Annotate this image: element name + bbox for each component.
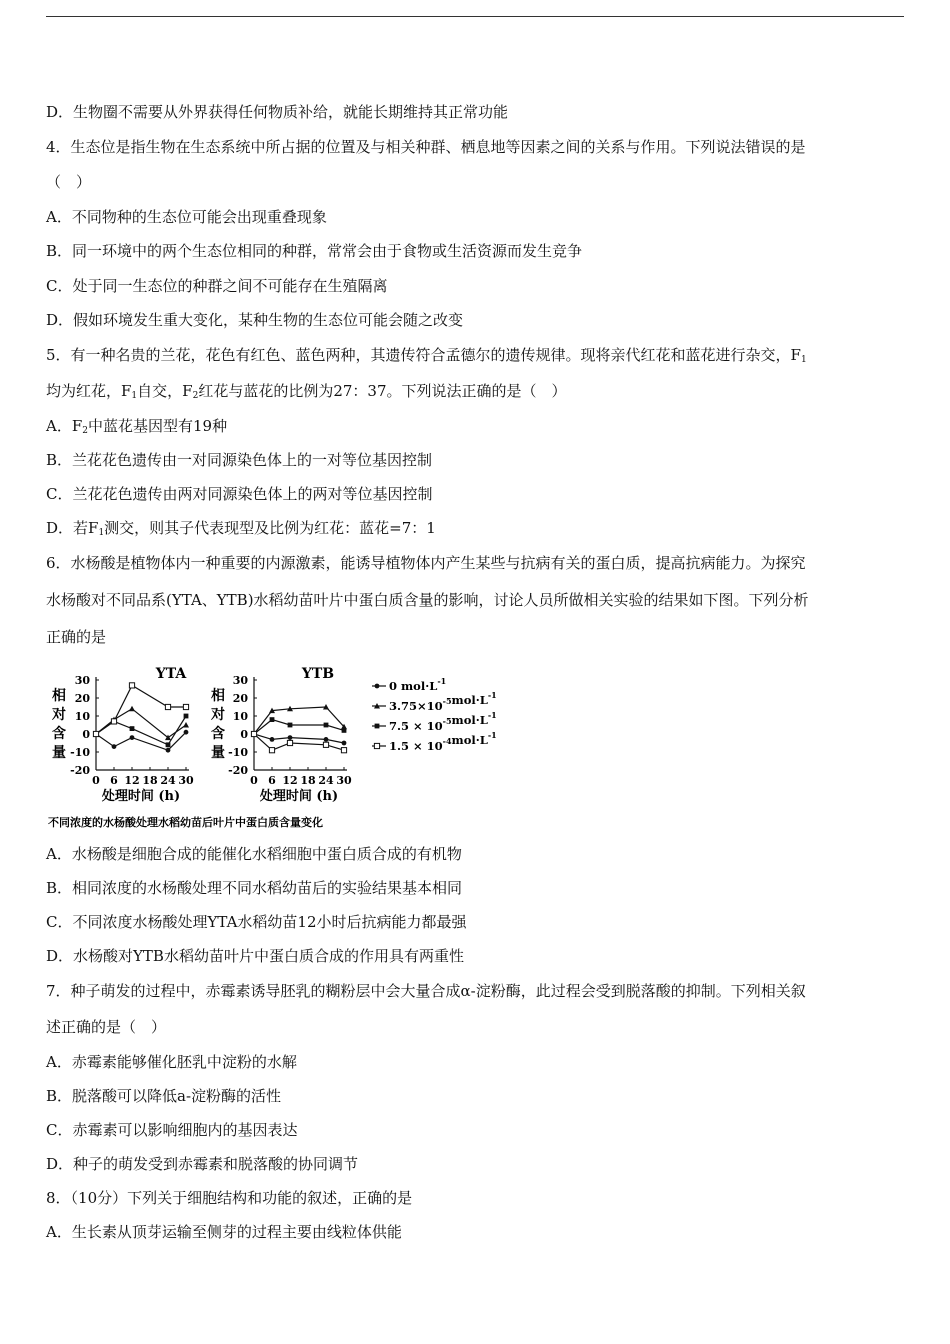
chart-yta-point (129, 706, 135, 712)
chart-ytb-ytick-label: 30 (232, 674, 248, 687)
chart-yta-series-line-3 (96, 685, 186, 734)
q5-text: 自交，F (137, 382, 193, 400)
q6-option-b: B．相同浓度的水杨酸处理不同水稻幼苗后的实验结果基本相同 (46, 879, 463, 897)
q6-option-a: A．水杨酸是细胞合成的能催化水稻细胞中蛋白质合成的有机物 (46, 845, 462, 863)
q6-option-c: C．不同浓度水杨酸处理YTA水稻幼苗12小时后抗病能力都最强 (46, 913, 467, 931)
chart-yta-point (183, 704, 188, 709)
chart-yta-ylabel-char: 对 (52, 707, 66, 723)
chart-yta-point (165, 704, 170, 709)
q6-option-d: D．水杨酸对YTB水稻幼苗叶片中蛋白质合成的作用具有两重性 (46, 947, 464, 965)
chart-yta-xtick-label: 6 (110, 774, 118, 787)
q5-option-a-text: A．F (46, 417, 83, 435)
q6-stem-line3: 正确的是 (46, 628, 107, 646)
chart-ytb-series-line-2 (254, 720, 344, 734)
legend-marker-0 (375, 684, 380, 689)
chart-yta-point (183, 722, 189, 728)
q5-stem (46, 345, 807, 370)
chart-yta-point (166, 742, 171, 747)
q5-option-b: B．兰花花色遗传由一对同源染色体上的一对等位基因控制 (46, 451, 433, 469)
q5-option-d (46, 518, 436, 543)
chart-yta-xtick-label: 0 (92, 774, 100, 787)
q6-figure (46, 660, 516, 832)
q5-option-a-text2: 中蓝花基因型有19种 (87, 417, 228, 435)
chart-yta-xtick-label: 30 (178, 774, 194, 787)
chart-yta-ylabel-char: 相 (52, 688, 66, 704)
chart-ytb-xtick-label: 24 (318, 774, 334, 787)
q7-stem: 7．种子萌发的过程中，赤霉素诱导胚乳的糊粉层中会大量合成α-淀粉酶，此过程会受到脱落酸的抑制。下列相关叙 (46, 982, 806, 1000)
chart-yta-ytick-label: 10 (74, 710, 90, 723)
chart-ytb-title: YTB (301, 666, 335, 682)
chart-yta-ytick-label: 30 (74, 674, 90, 687)
subscript: 1 (131, 391, 138, 401)
q7-option-a: A．赤霉素能够催化胚乳中淀粉的水解 (46, 1053, 297, 1071)
q7-option-c: C．赤霉素可以影响细胞内的基因表达 (46, 1121, 298, 1139)
chart-yta-point (129, 683, 134, 688)
q4-option-a: A．不同物种的生态位可能会出现重叠现象 (46, 208, 327, 226)
subscript: 1 (98, 528, 105, 538)
chart-ytb-series-line-1 (254, 707, 344, 734)
q4-option-c: C．处于同一生态位的种群之间不可能存在生殖隔离 (46, 277, 388, 295)
chart-ytb-ytick-label: 0 (240, 728, 248, 741)
legend-label-2: $7.5 \times 10^{-5}mol\cdot L^{-1}$ (389, 710, 497, 733)
chart-ytb-point (342, 728, 347, 733)
q6-stem-line2: 水杨酸对不同品系(YTA、YTB)水稻幼苗叶片中蛋白质含量的影响，讨论人员所做相关实验的结果如下图。下列分析 (46, 591, 809, 609)
q7-option-d: D．种子的萌发受到赤霉素和脱落酸的协同调节 (46, 1155, 359, 1173)
chart-ytb-point (269, 748, 274, 753)
legend-marker-3 (374, 743, 379, 748)
chart-yta-ylabel-char: 量 (52, 745, 66, 761)
chart-yta-ylabel-char: 含 (52, 726, 66, 742)
q5-stem-line2 (46, 381, 567, 406)
chart-ytb-ytick-label: -20 (228, 764, 248, 777)
q5-option-d-text: D．若F (46, 519, 99, 537)
legend-marker-2 (375, 724, 380, 729)
chart-ytb-ylabel-char: 对 (211, 707, 225, 723)
legend-label-1: $3.75\times 10^{-5}mol\cdot L^{-1}$ (389, 690, 497, 713)
chart-ytb-xtick-label: 18 (300, 774, 316, 787)
figure-caption: 不同浓度的水杨酸处理水稻幼苗后叶片中蛋白质含量变化 (48, 816, 323, 829)
chart-ytb-point (341, 748, 346, 753)
chart-ytb-ylabel-char: 含 (211, 726, 225, 742)
chart-ytb-xtick-label: 30 (336, 774, 352, 787)
chart-ytb-series-line-3 (254, 734, 344, 750)
q6-chart-svg (46, 660, 516, 832)
chart-ytb-point (251, 731, 256, 736)
q5-text: 红花与蓝花的比例为27：37。下列说法正确的是（ ） (198, 382, 567, 400)
chart-yta-point (184, 714, 189, 719)
subscript: 2 (82, 426, 88, 436)
chart-ytb-xlabel: 处理时间 (h) (259, 789, 339, 804)
q4-stem-bracket: （ ） (46, 173, 92, 191)
chart-yta-point (166, 748, 171, 753)
legend-label-3: $1.5 \times 10^{-4}mol\cdot L^{-1}$ (389, 730, 497, 753)
chart-ytb-point (323, 742, 328, 747)
chart-ytb-xtick-label: 6 (268, 774, 276, 787)
chart-yta-ytick-label: -10 (70, 746, 90, 759)
q5-option-d-text2: 测交，则其子代表现型及比例为红花：蓝花=7：1 (104, 519, 436, 537)
chart-yta-xlabel: 处理时间 (h) (101, 789, 181, 804)
chart-yta-title: YTA (155, 666, 187, 682)
chart-ytb-point (342, 741, 347, 746)
chart-ytb-point (287, 740, 292, 745)
header-rule (46, 16, 904, 17)
q3-option-d: D．生物圈不需要从外界获得任何物质补给，就能长期维持其正常功能 (46, 103, 509, 121)
q4-stem: 4．生态位是指生物在生态系统中所占据的位置及与相关种群、栖息地等因素之间的关系与作用。下列说法错误的是 (46, 138, 806, 156)
chart-yta-point (112, 744, 117, 749)
q8-option-a: A．生长素从顶芽运输至侧芽的过程主要由线粒体供能 (46, 1223, 402, 1241)
chart-yta-ytick-label: -20 (70, 764, 90, 777)
chart-ytb-ytick-label: 20 (232, 692, 248, 705)
chart-yta-point (111, 719, 116, 724)
q5-stem-text: 5．有一种名贵的兰花，花色有红色、蓝色两种，其遗传符合孟德尔的遗传规律。现将亲代红花和蓝花进行杂交，F (46, 346, 801, 364)
chart-ytb-ytick-label: 10 (232, 710, 248, 723)
chart-ytb-series-line-0 (254, 734, 344, 743)
chart-yta-xtick-label: 18 (142, 774, 158, 787)
chart-yta-point (184, 730, 189, 735)
chart-yta-point (130, 735, 135, 740)
chart-yta-ytick-label: 0 (82, 728, 90, 741)
q4-option-b: B．同一环境中的两个生态位相同的种群，常常会由于食物或生活资源而发生竞争 (46, 242, 583, 260)
q5-option-c: C．兰花花色遗传由两对同源染色体上的两对等位基因控制 (46, 485, 433, 503)
chart-ytb-point (288, 735, 293, 740)
chart-ytb-point (288, 723, 293, 728)
chart-ytb-ytick-label: -10 (228, 746, 248, 759)
chart-ytb-point (324, 723, 329, 728)
chart-ytb-xtick-label: 12 (282, 774, 298, 787)
chart-yta-ytick-label: 20 (74, 692, 90, 705)
legend-label-0: 0 $mol\cdot L^{-1}$ (389, 676, 447, 693)
q4-option-d: D．假如环境发生重大变化，某种生物的生态位可能会随之改变 (46, 311, 464, 329)
q5-option-a (46, 416, 227, 441)
chart-ytb-point (270, 717, 275, 722)
chart-ytb-xtick-label: 0 (250, 774, 258, 787)
subscript: 2 (192, 391, 199, 401)
chart-yta-point (130, 726, 135, 731)
q5-text: 均为红花，F (46, 382, 132, 400)
q7-stem-line2: 述正确的是（ ） (46, 1018, 167, 1036)
subscript: 1 (800, 355, 807, 365)
chart-ytb-point (270, 737, 275, 742)
chart-ytb-point (324, 737, 329, 742)
q6-stem: 6．水杨酸是植物体内一种重要的内源激素，能诱导植物体内产生某些与抗病有关的蛋白质，提高抗病能力。为探究 (46, 554, 806, 572)
chart-ytb-ylabel-char: 量 (211, 745, 225, 761)
q7-option-b: B．脱落酸可以降低a-淀粉酶的活性 (46, 1087, 282, 1105)
chart-yta-xtick-label: 24 (160, 774, 176, 787)
chart-yta-point (93, 731, 98, 736)
chart-yta-xtick-label: 12 (124, 774, 140, 787)
chart-ytb-ylabel-char: 相 (211, 688, 225, 704)
q8-stem: 8．（10分）下列关于细胞结构和功能的叙述，正确的是 (46, 1189, 413, 1207)
